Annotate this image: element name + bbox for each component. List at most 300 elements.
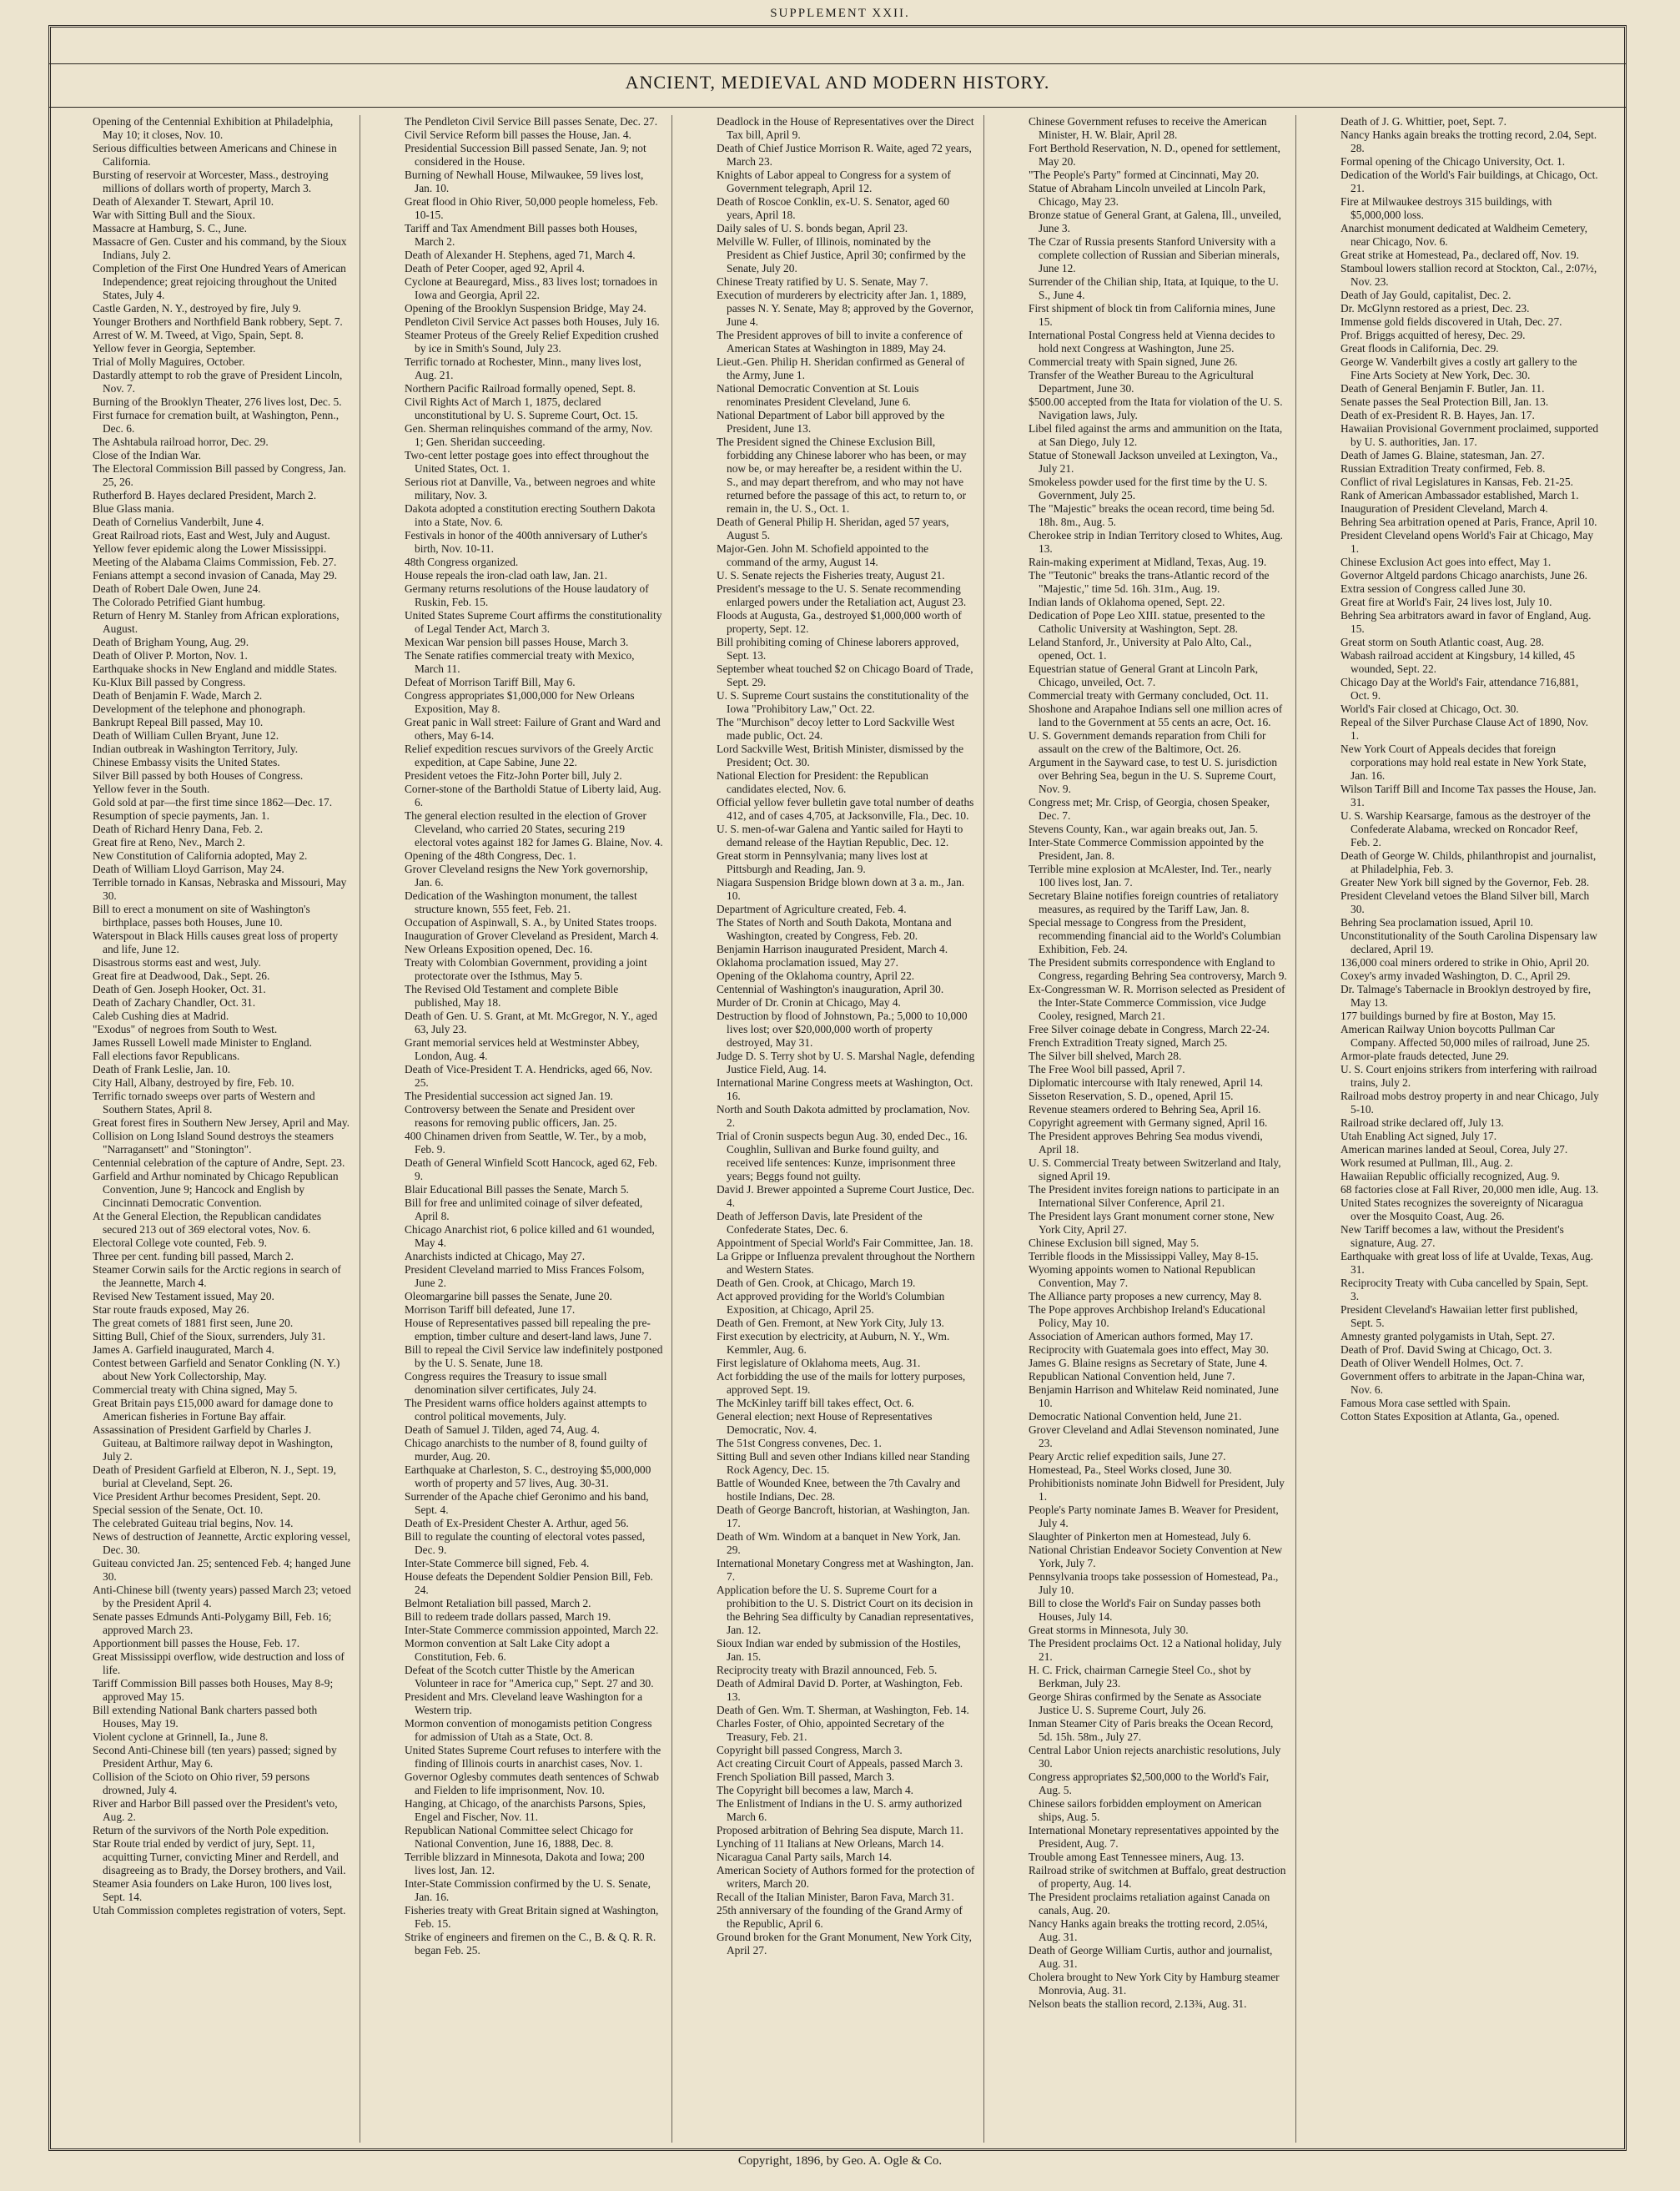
history-entry bbox=[689, 1410, 975, 1437]
history-entry bbox=[1001, 1250, 1287, 1263]
history-entry bbox=[65, 1824, 351, 1837]
history-entry bbox=[377, 1931, 663, 1957]
history-entry bbox=[377, 1183, 663, 1196]
history-entry bbox=[377, 1824, 663, 1851]
entry-text: Northern Pacific Railroad formally opened, Sept. 8. bbox=[405, 382, 636, 395]
entry-text: Defeat of the Scotch cutter Thistle by the American Volunteer in race for "America cup," Sept. 27 and 30. bbox=[405, 1664, 654, 1690]
entry-text: Railroad strike declared off, July 13. bbox=[1340, 1116, 1504, 1129]
history-entry bbox=[65, 823, 351, 836]
entry-text: La Grippe or Influenza prevalent throughout the Northern and Western States. bbox=[717, 1250, 975, 1276]
entry-text: Rutherford B. Hayes declared President, March 2. bbox=[93, 489, 317, 501]
history-entry bbox=[1001, 689, 1287, 703]
entry-text: Close of the Indian War. bbox=[93, 449, 201, 461]
entry-text: 177 buildings burned by fire at Boston, May 15. bbox=[1340, 1010, 1557, 1022]
entry-year bbox=[679, 115, 680, 128]
entry-text: Application before the U. S. Supreme Court for a prohibition to the U. S. District Court on its decision in the Behring Sea difficulty by Canadian representatives, Jan. 12. bbox=[717, 1584, 974, 1636]
history-entry bbox=[1001, 115, 1287, 142]
entry-text: North and South Dakota admitted by proclamation, Nov. 2. bbox=[717, 1103, 970, 1129]
history-entry bbox=[689, 1183, 975, 1210]
entry-text: Chinese Treaty ratified by U. S. Senate, May 7. bbox=[717, 275, 928, 288]
history-entry bbox=[1313, 956, 1599, 970]
history-entry bbox=[1313, 449, 1599, 462]
history-entry bbox=[377, 1156, 663, 1183]
entry-text: Death of Prof. David Swing at Chicago, Oct. 3. bbox=[1340, 1343, 1552, 1356]
history-entry bbox=[1313, 1130, 1599, 1143]
entry-text: Lynching of 11 Italians at New Orleans, March 14. bbox=[717, 1837, 944, 1850]
history-entry bbox=[65, 1357, 351, 1383]
history-entry bbox=[65, 315, 351, 329]
history-entry bbox=[1001, 1503, 1287, 1530]
entry-text: Death of Oliver P. Morton, Nov. 1. bbox=[93, 649, 248, 662]
entry-text: Bill to erect a monument on site of Washington's birthplace, passes both Houses, June 10. bbox=[93, 903, 310, 929]
history-entry bbox=[1313, 382, 1599, 395]
history-entry bbox=[1313, 169, 1599, 195]
entry-text: The Electoral Commission Bill passed by Congress, Jan. 25, 26. bbox=[93, 462, 346, 488]
entry-text: Collision on Long Island Sound destroys the steamers "Narragansett" and "Stonington". bbox=[93, 1130, 334, 1156]
history-entry bbox=[377, 1624, 663, 1637]
history-entry bbox=[689, 970, 975, 983]
entry-text: Trouble among East Tennessee miners, Aug. 13. bbox=[1029, 1851, 1245, 1863]
history-entry bbox=[377, 889, 663, 916]
entry-text: Dastardly attempt to rob the grave of President Lincoln, Nov. 7. bbox=[93, 369, 343, 395]
entry-text: Surrender of the Chilian ship, Itata, at Iquique, to the U. S., June 4. bbox=[1029, 275, 1279, 301]
history-entry bbox=[1001, 889, 1287, 916]
history-entry bbox=[377, 395, 663, 422]
history-entry bbox=[689, 1050, 975, 1076]
history-entry bbox=[65, 262, 351, 302]
history-entry bbox=[1313, 1196, 1599, 1223]
history-entry bbox=[689, 409, 975, 436]
history-entry bbox=[1001, 983, 1287, 1023]
entry-text: International Monetary representatives appointed by the President, Aug. 7. bbox=[1029, 1824, 1280, 1850]
history-entry bbox=[65, 569, 351, 582]
history-entry bbox=[65, 1610, 351, 1637]
history-entry bbox=[65, 516, 351, 529]
history-entry bbox=[689, 436, 975, 516]
history-entry bbox=[1001, 556, 1287, 569]
history-entry bbox=[65, 142, 351, 169]
history-entry bbox=[689, 636, 975, 662]
history-entry bbox=[65, 556, 351, 569]
history-entry bbox=[689, 542, 975, 569]
history-entry bbox=[377, 1303, 663, 1317]
history-entry bbox=[377, 128, 663, 142]
entry-text: George Shiras confirmed by the Senate as Associate Justice U. S. Supreme Court, July 26. bbox=[1029, 1690, 1262, 1716]
history-entry bbox=[1313, 529, 1599, 556]
entry-text: The Alliance party proposes a new currency, May 8. bbox=[1029, 1290, 1262, 1302]
entry-text: National Election for President: the Republican candidates elected, Nov. 6. bbox=[717, 769, 928, 795]
history-entry bbox=[377, 1664, 663, 1690]
entry-text: Great floods in California, Dec. 29. bbox=[1340, 342, 1499, 355]
entry-text: Death of George W. Childs, philanthropist and journalist, at Philadelphia, Feb. 3. bbox=[1340, 849, 1597, 875]
history-entry bbox=[689, 1770, 975, 1784]
history-entry bbox=[1001, 956, 1287, 983]
history-entry bbox=[1001, 1290, 1287, 1303]
history-entry bbox=[1313, 609, 1599, 636]
entry-text: Mexican War pension bill passes House, March 3. bbox=[405, 636, 629, 648]
history-entry bbox=[689, 1851, 975, 1864]
entry-text: Railroad mobs destroy property in and near Chicago, July 5-10. bbox=[1340, 1090, 1599, 1116]
entry-year bbox=[367, 863, 368, 876]
entry-text: The President proclaims Oct. 12 a National holiday, July 21. bbox=[1029, 1637, 1282, 1663]
history-entry bbox=[65, 1050, 351, 1063]
entry-text: Fisheries treaty with Great Britain signed at Washington, Feb. 15. bbox=[405, 1904, 659, 1930]
history-entry bbox=[65, 502, 351, 516]
entry-text: American Railway Union boycotts Pullman Car Company. Affected 50,000 miles of railroad, June 25. bbox=[1340, 1023, 1591, 1049]
history-entry bbox=[689, 1757, 975, 1770]
entry-text: 136,000 coal miners ordered to strike in Ohio, April 20. bbox=[1340, 956, 1590, 969]
history-entry bbox=[377, 809, 663, 849]
entry-text: Behring Sea arbitrators award in favor of England, Aug. 15. bbox=[1340, 609, 1592, 635]
entry-year bbox=[367, 569, 368, 582]
history-entry bbox=[1313, 582, 1599, 596]
entry-year bbox=[679, 1503, 680, 1517]
history-entry bbox=[689, 1397, 975, 1410]
entry-text: Famous Mora case settled with Spain. bbox=[1340, 1397, 1511, 1409]
entry-text: Indian lands of Oklahoma opened, Sept. 22. bbox=[1029, 596, 1225, 608]
history-entry bbox=[65, 769, 351, 783]
entry-text: President Cleveland's Hawaiian letter first published, Sept. 5. bbox=[1340, 1303, 1578, 1329]
entry-text: Death of Jefferson Davis, late President of the Confederate States, Dec. 6. bbox=[717, 1210, 923, 1236]
column-divider bbox=[1295, 115, 1296, 2143]
entry-text: The President lays Grant monument corner stone, New York City, April 27. bbox=[1029, 1210, 1275, 1236]
history-entry bbox=[377, 582, 663, 609]
entry-text: Nancy Hanks again breaks the trotting record, 2.05¼, Aug. 31. bbox=[1029, 1917, 1268, 1943]
history-entry bbox=[377, 262, 663, 275]
entry-text: Act forbidding the use of the mails for lottery purposes, approved Sept. 19. bbox=[717, 1370, 966, 1396]
history-entry bbox=[1313, 262, 1599, 289]
history-entry bbox=[1001, 1717, 1287, 1744]
history-column-3 bbox=[679, 115, 975, 2143]
history-entry bbox=[689, 1503, 975, 1530]
history-entry bbox=[377, 1196, 663, 1223]
history-entry bbox=[65, 636, 351, 649]
entry-year bbox=[55, 1063, 56, 1076]
history-entry bbox=[377, 115, 663, 128]
entry-text: Chinese Government refuses to receive the American Minister, H. W. Blair, April 28. bbox=[1029, 115, 1267, 141]
history-entry bbox=[1313, 1170, 1599, 1183]
history-entry bbox=[689, 662, 975, 689]
history-entry bbox=[377, 716, 663, 743]
history-entry bbox=[1001, 1050, 1287, 1063]
history-entry bbox=[689, 142, 975, 169]
entry-text: Anarchist monument dedicated at Waldheim Cemetery, near Chicago, Nov. 6. bbox=[1340, 222, 1588, 248]
entry-text: H. C. Frick, chairman Carnegie Steel Co., shot by Berkman, July 23. bbox=[1029, 1664, 1251, 1690]
history-entry bbox=[65, 1036, 351, 1050]
entry-text: Death of Samuel J. Tilden, aged 74, Aug. 4. bbox=[405, 1423, 600, 1436]
history-entry bbox=[1001, 1090, 1287, 1103]
history-entry bbox=[689, 1250, 975, 1277]
history-entry bbox=[689, 1317, 975, 1330]
history-entry bbox=[1001, 1891, 1287, 1917]
history-entry bbox=[65, 1530, 351, 1557]
history-entry bbox=[65, 436, 351, 449]
entry-text: Inter-State Commerce commission appointed, March 22. bbox=[405, 1624, 659, 1636]
entry-text: Copyright agreement with Germany signed, April 16. bbox=[1029, 1116, 1268, 1129]
history-entry bbox=[65, 743, 351, 756]
history-entry bbox=[1001, 529, 1287, 556]
history-entry bbox=[377, 1423, 663, 1437]
history-entry bbox=[1001, 182, 1287, 209]
entry-text: Death of Ex-President Chester A. Arthur, aged 56. bbox=[405, 1517, 629, 1529]
entry-text: Earthquake shocks in New England and middle States. bbox=[93, 662, 338, 675]
history-entry bbox=[65, 929, 351, 956]
history-entry bbox=[65, 489, 351, 502]
history-entry bbox=[65, 1263, 351, 1290]
entry-text: Centennial celebration of the capture of Andre, Sept. 23. bbox=[93, 1156, 345, 1169]
entry-text: September wheat touched $2 on Chicago Board of Trade, Sept. 29. bbox=[717, 662, 973, 688]
history-entry bbox=[377, 1877, 663, 1904]
entry-text: Lieut.-Gen. Philip H. Sheridan confirmed as General of the Army, June 1. bbox=[717, 355, 965, 381]
entry-text: Statue of Abraham Lincoln unveiled at Lincoln Park, Chicago, May 23. bbox=[1029, 182, 1266, 208]
history-entry bbox=[1001, 395, 1287, 422]
entry-text: City Hall, Albany, destroyed by fire, Feb. 10. bbox=[93, 1076, 294, 1089]
history-entry bbox=[689, 983, 975, 996]
history-entry bbox=[1313, 128, 1599, 155]
history-entry bbox=[377, 569, 663, 582]
history-entry bbox=[689, 1637, 975, 1664]
history-entry bbox=[1313, 1183, 1599, 1196]
history-entry bbox=[1313, 716, 1599, 743]
entry-text: Death of General Winfield Scott Hancock, aged 62, Feb. 9. bbox=[405, 1156, 658, 1182]
entry-text: Occupation of Aspinwall, S. A., by United States troops. bbox=[405, 916, 657, 929]
entry-text: Peary Arctic relief expedition sails, June 27. bbox=[1029, 1450, 1226, 1463]
entry-text: Inter-State Commerce bill signed, Feb. 4. bbox=[405, 1557, 590, 1569]
entry-text: Bronze statue of General Grant, at Galena, Ill., unveiled, June 3. bbox=[1029, 209, 1282, 234]
entry-text: Yellow fever epidemic along the Lower Mississippi. bbox=[93, 542, 327, 555]
entry-text: Dedication of Pope Leo XIII. statue, presented to the Catholic University at Washington, Sept. 28. bbox=[1029, 609, 1265, 635]
entry-text: Electoral College vote counted, Feb. 9. bbox=[93, 1237, 267, 1249]
history-entry bbox=[377, 1036, 663, 1063]
entry-text: Utah Commission completes registration of voters, Sept. bbox=[93, 1904, 346, 1916]
history-entry bbox=[1001, 502, 1287, 529]
history-entry bbox=[1001, 1303, 1287, 1330]
entry-text: Death of Peter Cooper, aged 92, April 4. bbox=[405, 262, 585, 275]
history-entry bbox=[65, 409, 351, 436]
history-entry bbox=[1001, 476, 1287, 502]
history-entry bbox=[1313, 1090, 1599, 1116]
entry-text: Death of Zachary Chandler, Oct. 31. bbox=[93, 996, 256, 1009]
history-entry bbox=[377, 1530, 663, 1557]
history-entry bbox=[65, 649, 351, 662]
history-entry bbox=[1313, 342, 1599, 355]
history-entry bbox=[377, 1103, 663, 1130]
history-entry bbox=[1313, 195, 1599, 222]
history-entry bbox=[65, 1210, 351, 1237]
entry-text: Contest between Garfield and Senator Conkling (N. Y.) about New York Collectorship, May. bbox=[93, 1357, 340, 1383]
entry-text: Wilson Tariff Bill and Income Tax passes the House, Jan. 31. bbox=[1340, 783, 1597, 808]
history-entry bbox=[65, 970, 351, 983]
entry-text: Benjamin Harrison inaugurated President, March 4. bbox=[717, 943, 948, 955]
history-entry bbox=[1001, 235, 1287, 275]
entry-text: Repeal of the Silver Purchase Clause Act of 1890, Nov. 1. bbox=[1340, 716, 1589, 742]
entry-text: Murder of Dr. Cronin at Chicago, May 4. bbox=[717, 996, 901, 1009]
entry-text: United States recognizes the sovereignty of Nicaragua over the Mosquito Coast, Aug. 26. bbox=[1340, 1196, 1583, 1222]
entry-text: The McKinley tariff bill takes effect, Oct. 6. bbox=[717, 1397, 914, 1409]
entry-text: Association of American authors formed, May 17. bbox=[1029, 1330, 1254, 1342]
entry-text: Grover Cleveland resigns the New York governorship, Jan. 6. bbox=[405, 863, 648, 889]
entry-text: National Department of Labor bill approved by the President, June 13. bbox=[717, 409, 945, 435]
history-entry bbox=[1001, 636, 1287, 662]
history-entry bbox=[377, 1010, 663, 1036]
history-entry bbox=[689, 769, 975, 796]
entry-text: War with Sitting Bull and the Sioux. bbox=[93, 209, 255, 221]
entry-text: Meeting of the Alabama Claims Commission, Feb. 27. bbox=[93, 556, 337, 568]
history-column-1 bbox=[55, 115, 351, 2143]
entry-text: Argument in the Sayward case, to test U. S. jurisdiction over Behring Sea, begun in the U. S. Supreme Court, Nov. 9. bbox=[1029, 756, 1278, 795]
entry-text: Opening of the 48th Congress, Dec. 1. bbox=[405, 849, 576, 862]
history-entry bbox=[689, 169, 975, 195]
entry-text: Utah Enabling Act signed, July 17. bbox=[1340, 1130, 1497, 1142]
entry-text: Inauguration of President Cleveland, March 4. bbox=[1340, 502, 1548, 515]
entry-text: The Ashtabula railroad horror, Dec. 29. bbox=[93, 436, 269, 448]
history-entry bbox=[1313, 916, 1599, 929]
entry-text: Amnesty granted polygamists in Utah, Sept. 27. bbox=[1340, 1330, 1555, 1342]
history-entry bbox=[377, 1437, 663, 1463]
history-entry bbox=[65, 1116, 351, 1130]
entry-text: The States of North and South Dakota, Montana and Washington, created by Congress, Feb. 20. bbox=[717, 916, 952, 942]
history-entry bbox=[377, 929, 663, 943]
entry-text: Presidential Succession Bill passed Senate, Jan. 9; not considered in the House. bbox=[405, 142, 646, 168]
entry-year bbox=[367, 1851, 368, 1864]
history-entry bbox=[689, 1130, 975, 1183]
history-entry bbox=[1313, 315, 1599, 329]
history-entry bbox=[689, 796, 975, 823]
entry-text: Arrest of W. M. Tweed, at Vigo, Spain, Sept. 8. bbox=[93, 329, 304, 341]
history-entry bbox=[689, 1677, 975, 1704]
history-entry bbox=[1001, 1997, 1287, 2011]
history-entry bbox=[65, 1156, 351, 1170]
entry-text: First shipment of block tin from California mines, June 15. bbox=[1029, 302, 1275, 328]
entry-text: New York Court of Appeals decides that foreign corporations may hold real estate in New York State, Jan. 16. bbox=[1340, 743, 1587, 782]
history-entry bbox=[1313, 1023, 1599, 1050]
history-entry bbox=[65, 1023, 351, 1036]
entry-text: Judge D. S. Terry shot by U. S. Marshal Nagle, defending Justice Field, Aug. 14. bbox=[717, 1050, 975, 1075]
history-column-2 bbox=[367, 115, 663, 2143]
history-entry bbox=[689, 1277, 975, 1290]
entry-text: Terrible mine explosion at McAlester, Ind. Ter., nearly 100 lives lost, Jan. 7. bbox=[1029, 863, 1272, 889]
history-entry bbox=[1313, 302, 1599, 315]
entry-text: Floods at Augusta, Ga., destroyed $1,000,000 worth of property, Sept. 12. bbox=[717, 609, 962, 635]
entry-text: American Society of Authors formed for the protection of writers, March 20. bbox=[717, 1864, 975, 1890]
history-entry bbox=[1001, 863, 1287, 889]
entry-text: Terrible blizzard in Minnesota, Dakota and Iowa; 200 lives lost, Jan. 12. bbox=[405, 1851, 645, 1876]
entry-text: Hawaiian Republic officially recognized, Aug. 9. bbox=[1340, 1170, 1561, 1182]
history-entry bbox=[377, 1490, 663, 1517]
history-entry bbox=[65, 876, 351, 903]
entry-text: Cyclone at Beauregard, Miss., 83 lives lost; tornadoes in Iowa and Georgia, April 22. bbox=[405, 275, 658, 301]
entry-text: Benjamin Harrison and Whitelaw Reid nominated, June 10. bbox=[1029, 1383, 1279, 1409]
entry-text: Violent cyclone at Grinnell, Ia., June 8. bbox=[93, 1730, 269, 1743]
entry-text: Two-cent letter postage goes into effect throughout the United States, Oct. 1. bbox=[405, 449, 649, 475]
entry-text: Death of President Garfield at Elberon, N. J., Sept. 19, burial at Cleveland, Sept. 26. bbox=[93, 1463, 336, 1489]
entry-text: Development of the telephone and phonograph. bbox=[93, 703, 306, 715]
history-entry bbox=[377, 529, 663, 556]
history-entry bbox=[377, 422, 663, 449]
history-entry bbox=[65, 1423, 351, 1463]
history-entry bbox=[1001, 569, 1287, 596]
history-entry bbox=[689, 1784, 975, 1797]
entry-text: New Orleans Exposition opened, Dec. 16. bbox=[405, 943, 593, 955]
entry-text: Nicaragua Canal Party sails, March 14. bbox=[717, 1851, 893, 1863]
history-entry bbox=[1001, 1463, 1287, 1477]
entry-text: Inman Steamer City of Paris breaks the Ocean Record, 5d. 15h. 58m., July 27. bbox=[1029, 1717, 1274, 1743]
history-entry bbox=[689, 849, 975, 876]
entry-text: Behring Sea proclamation issued, April 10. bbox=[1340, 916, 1533, 929]
history-entry bbox=[377, 1637, 663, 1664]
history-entry bbox=[377, 1397, 663, 1423]
history-entry bbox=[1313, 155, 1599, 169]
entry-text: Opening of the Centennial Exhibition at Philadelphia, May 10; it closes, Nov. 10. bbox=[93, 115, 334, 141]
entry-text: First furnace for cremation built, at Washington, Penn., Dec. 6. bbox=[93, 409, 340, 435]
entry-text: "Exodus" of negroes from South to West. bbox=[93, 1023, 278, 1035]
history-entry bbox=[65, 115, 351, 142]
entry-text: Bill extending National Bank charters passed both Houses, May 19. bbox=[93, 1704, 318, 1730]
entry-text: President Cleveland married to Miss Frances Folsom, June 2. bbox=[405, 1263, 645, 1289]
history-entry bbox=[377, 502, 663, 529]
entry-text: The President warns office holders against attempts to control political movements, July. bbox=[405, 1397, 647, 1423]
entry-text: Corner-stone of the Bartholdi Statue of Liberty laid, Aug. 6. bbox=[405, 783, 661, 808]
history-entry bbox=[65, 956, 351, 970]
history-entry bbox=[1001, 1183, 1287, 1210]
history-entry bbox=[377, 1063, 663, 1090]
entry-text: Official yellow fever bulletin gave total number of deaths 412, and of cases 4,705, at Jacksonville, Fla., Dec. 10. bbox=[717, 796, 974, 822]
entry-text: Earthquake with great loss of life at Uvalde, Texas, Aug. 31. bbox=[1340, 1250, 1593, 1276]
history-entry bbox=[377, 275, 663, 302]
entry-text: James G. Blaine resigns as Secretary of State, June 4. bbox=[1029, 1357, 1268, 1369]
entry-text: David J. Brewer appointed a Supreme Court Justice, Dec. 4. bbox=[717, 1183, 975, 1209]
history-entry bbox=[377, 783, 663, 809]
entry-year bbox=[991, 115, 992, 128]
history-entry bbox=[377, 355, 663, 382]
entry-text: Dr. Talmage's Tabernacle in Brooklyn destroyed by fire, May 13. bbox=[1340, 983, 1592, 1009]
entry-text: Death of Robert Dale Owen, June 24. bbox=[93, 582, 261, 595]
entry-text: Death of General Philip H. Sheridan, aged 57 years, August 5. bbox=[717, 516, 949, 541]
history-column-4 bbox=[991, 115, 1287, 2143]
entry-text: Indian outbreak in Washington Territory, July. bbox=[93, 743, 299, 755]
history-entry bbox=[1313, 929, 1599, 956]
entry-text: New Tariff becomes a law, without the President's signature, Aug. 27. bbox=[1340, 1223, 1564, 1249]
entry-text: Death of J. G. Whittier, poet, Sept. 7. bbox=[1340, 115, 1506, 128]
entry-text: Free Silver coinage debate in Congress, March 22-24. bbox=[1029, 1023, 1270, 1035]
history-entry bbox=[1001, 1971, 1287, 1997]
entry-text: Serious difficulties between Americans and Chinese in California. bbox=[93, 142, 337, 168]
entry-text: Chinese sailors forbidden employment on American ships, Aug. 5. bbox=[1029, 1797, 1262, 1823]
entry-year bbox=[1303, 115, 1304, 128]
history-entry bbox=[1313, 849, 1599, 876]
entry-text: International Postal Congress held at Vienna decides to hold next Congress at Washington, June 25. bbox=[1029, 329, 1275, 355]
history-entry bbox=[377, 1797, 663, 1824]
entry-year bbox=[55, 809, 56, 823]
history-entry bbox=[377, 1610, 663, 1624]
entry-text: Great panic in Wall street: Failure of Grant and Ward and others, May 6-14. bbox=[405, 716, 661, 742]
entry-text: Secretary Blaine notifies foreign countries of retaliatory measures, as required by the Tariff Law, Jan. 8. bbox=[1029, 889, 1279, 915]
history-entry bbox=[65, 1317, 351, 1330]
entry-text: The "Teutonic" breaks the trans-Atlantic record of the "Majestic," time 5d. 16h. 31m., Aug. 19. bbox=[1029, 569, 1270, 595]
entry-text: Trial of Molly Maguires, October. bbox=[93, 355, 245, 368]
entry-text: World's Fair closed at Chicago, Oct. 30. bbox=[1340, 703, 1519, 715]
entry-text: Destruction by flood of Johnstown, Pa.; 5,000 to 10,000 lives lost; over $20,000,000 worth of property destroyed, May 31. bbox=[717, 1010, 968, 1049]
entry-text: Prof. Briggs acquitted of heresy, Dec. 29. bbox=[1340, 329, 1526, 341]
entry-text: President vetoes the Fitz-John Porter bill, July 2. bbox=[405, 769, 622, 782]
history-entry bbox=[689, 1664, 975, 1677]
history-entry bbox=[65, 849, 351, 863]
entry-text: Shoshone and Arapahoe Indians sell one million acres of land to the Government at 55 cents an acre, Oct. 16. bbox=[1029, 703, 1283, 728]
entry-text: Treaty with Colombian Government, providing a joint protectorate over the Isthmus, May 5. bbox=[405, 956, 647, 982]
entry-text: 68 factories close at Fall River, 20,000 men idle, Aug. 13. bbox=[1340, 1183, 1599, 1196]
entry-text: Inter-State Commission confirmed by the U. S. Senate, Jan. 16. bbox=[405, 1877, 651, 1903]
history-entry bbox=[689, 275, 975, 289]
